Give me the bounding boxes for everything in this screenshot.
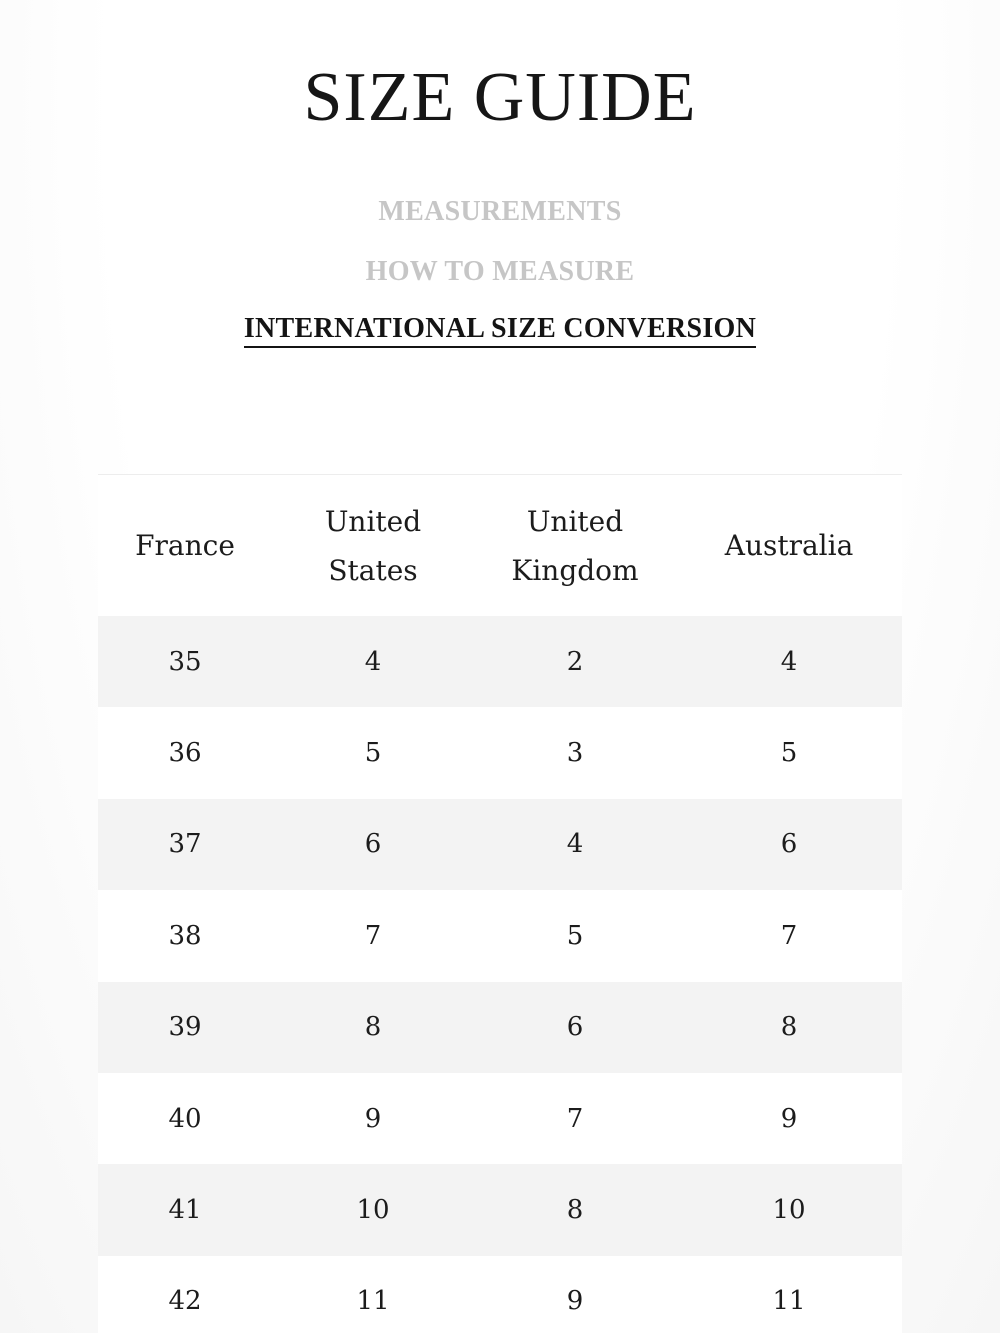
header-label: France: [135, 529, 235, 562]
size-conversion-table: [98, 475, 902, 1333]
header-label: United: [324, 504, 422, 538]
table-row: [98, 1164, 902, 1255]
cell-united-kingdom: 3: [474, 707, 676, 798]
table-row: [98, 1073, 902, 1164]
cell-australia: 6: [676, 799, 902, 890]
table-row: [98, 1256, 902, 1333]
cell-australia: 8: [676, 982, 902, 1073]
cell-australia: 9: [676, 1073, 902, 1164]
cell-united-kingdom: 9: [474, 1256, 676, 1333]
cell-united-states: 11: [272, 1256, 474, 1333]
size-conversion-table-container: [98, 474, 902, 1333]
table-header-row: [98, 475, 902, 616]
table-row: [98, 890, 902, 981]
cell-united-kingdom: 8: [474, 1164, 676, 1255]
tab-label: HOW TO MEASURE: [365, 255, 635, 287]
cell-united-states: 8: [272, 982, 474, 1073]
cell-united-states: 10: [272, 1164, 474, 1255]
tab-label: MEASUREMENTS: [378, 196, 622, 227]
cell-france: 36: [98, 707, 272, 798]
cell-france: 38: [98, 890, 272, 981]
cell-united-kingdom: 6: [474, 982, 676, 1073]
header-australia: [676, 475, 902, 616]
cell-france: 41: [98, 1164, 272, 1255]
cell-france: 42: [98, 1256, 272, 1333]
header-label: Kingdom: [511, 553, 639, 587]
cell-united-states: 5: [272, 707, 474, 798]
cell-australia: 11: [676, 1256, 902, 1333]
cell-australia: 7: [676, 890, 902, 981]
table-row: [98, 799, 902, 890]
size-guide-tabs: [0, 193, 1000, 372]
cell-australia: 10: [676, 1164, 902, 1255]
tab-measurements[interactable]: [0, 193, 1000, 253]
cell-united-kingdom: 2: [474, 616, 676, 707]
cell-united-kingdom: 5: [474, 890, 676, 981]
page-title: SIZE GUIDE: [303, 59, 697, 136]
cell-australia: 4: [676, 616, 902, 707]
header-united-states: [272, 475, 474, 616]
cell-united-kingdom: 4: [474, 799, 676, 890]
cell-france: 39: [98, 982, 272, 1073]
table-row: [98, 982, 902, 1073]
header-label: Australia: [724, 529, 854, 562]
cell-united-states: 7: [272, 890, 474, 981]
cell-australia: 5: [676, 707, 902, 798]
cell-france: 35: [98, 616, 272, 707]
tab-label: INTERNATIONAL SIZE CONVERSION: [244, 312, 756, 348]
header-label: States: [328, 553, 418, 587]
cell-france: 40: [98, 1073, 272, 1164]
table-row: [98, 707, 902, 798]
header-united-kingdom: [474, 475, 676, 616]
header-france: [98, 475, 272, 616]
cell-united-states: 6: [272, 799, 474, 890]
cell-france: 37: [98, 799, 272, 890]
cell-united-kingdom: 7: [474, 1073, 676, 1164]
tab-how-to-measure[interactable]: [0, 253, 1000, 313]
cell-united-states: 4: [272, 616, 474, 707]
tab-international-size-conversion[interactable]: [0, 312, 1000, 372]
table-row: [98, 616, 902, 707]
cell-united-states: 9: [272, 1073, 474, 1164]
header-label: United: [526, 504, 624, 538]
